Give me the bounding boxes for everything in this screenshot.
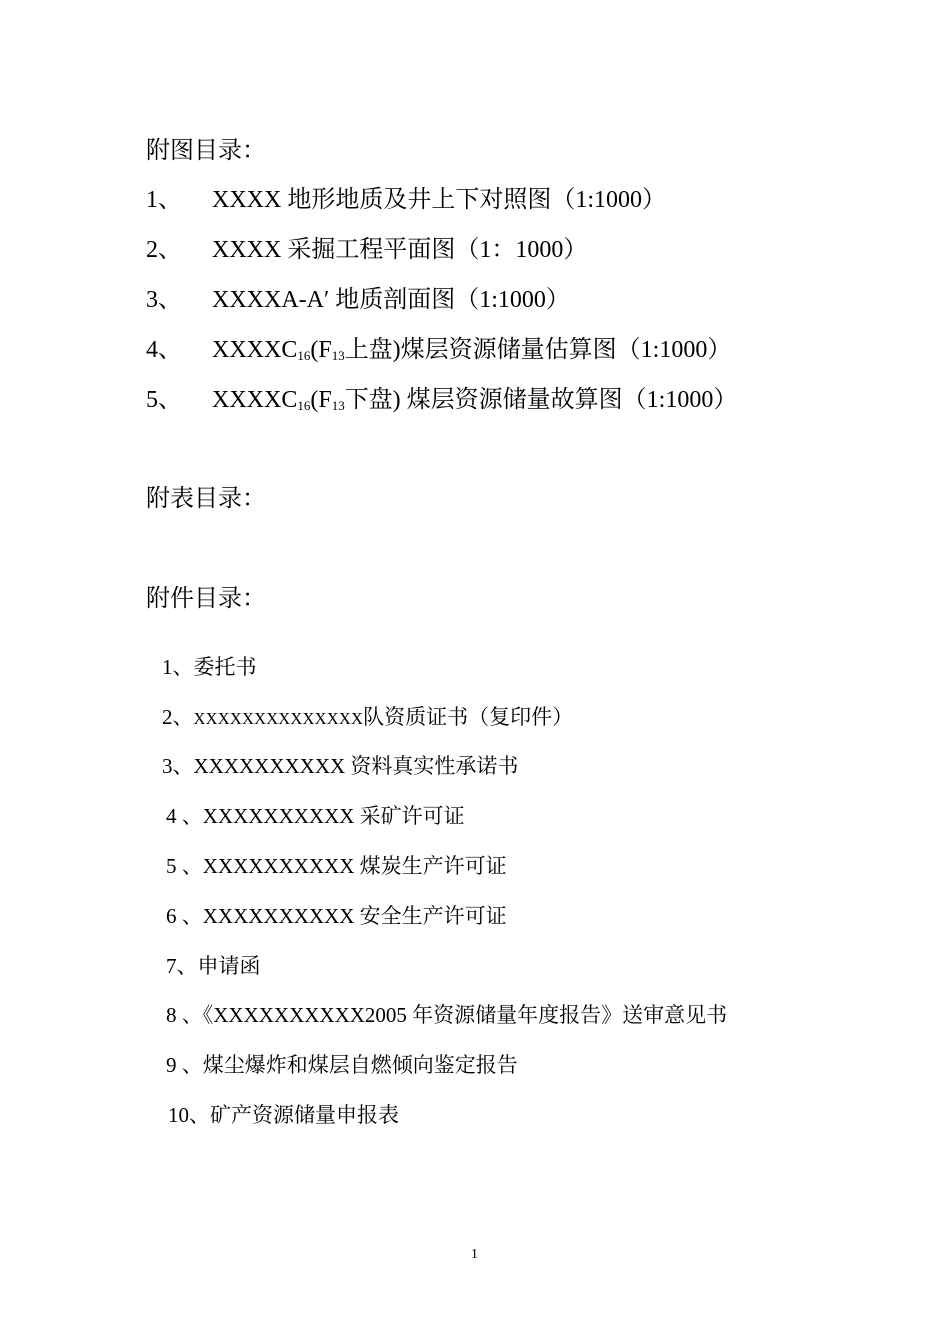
figure-item-text: XXXX 采掘工程平面图（1：1000） — [212, 237, 588, 263]
attachment-item-1: 1、委托书 — [162, 655, 257, 679]
attachments-heading: 附件目录： — [146, 586, 266, 612]
attachment-item-5: 5 、XXXXXXXXXX 煤炭生产许可证 — [166, 854, 507, 878]
figure-item-text: XXXXA-A′ 地质剖面图（1:1000） — [212, 287, 570, 313]
figure-item-text — [212, 338, 731, 362]
attachment-item-10: 10、矿产资源储量申报表 — [168, 1103, 399, 1127]
figure-item-number: 4、 — [146, 337, 182, 363]
figure-text-part: (F — [310, 337, 332, 363]
figure-text-part: (F — [310, 387, 332, 413]
attachment-text-part: XXXXXXXXXXXXXX — [193, 709, 364, 728]
figure-item-number: 1、 — [146, 187, 182, 213]
figure-text-part: 下盘) 煤层资源储量故算图（1:1000） — [344, 387, 738, 413]
page-number: 1 — [471, 1247, 478, 1262]
subscript: 13 — [331, 348, 345, 363]
tables-heading: 附表目录： — [146, 486, 266, 512]
attachment-item-3: 3、XXXXXXXXXX 资料真实性承诺书 — [162, 754, 519, 778]
figure-text-part: XXXXC — [212, 387, 298, 413]
figures-heading: 附图目录： — [146, 138, 266, 164]
figure-item-text — [212, 388, 737, 412]
figure-text-part: 上盘)煤层资源储量估算图（1:1000） — [344, 337, 732, 363]
attachment-item-2 — [162, 707, 573, 728]
figure-item-number: 3、 — [146, 287, 182, 313]
subscript: 16 — [297, 398, 311, 413]
figure-text-part: XXXXC — [212, 337, 298, 363]
attachment-text-part: 队资质证书（复印件） — [363, 705, 574, 729]
attachment-text-part: 2、 — [162, 705, 194, 729]
figure-item-number: 5、 — [146, 387, 182, 413]
figure-item-text: XXXX 地形地质及井上下对照图（1:1000） — [212, 187, 666, 213]
attachment-item-8: 8 、《XXXXXXXXXX2005 年资源储量年度报告》送审意见书 — [166, 1003, 728, 1027]
subscript: 16 — [297, 348, 311, 363]
attachment-item-6: 6 、XXXXXXXXXX 安全生产许可证 — [166, 904, 507, 928]
figure-item-number: 2、 — [146, 237, 182, 263]
attachment-item-7: 7、申请函 — [166, 954, 261, 978]
subscript: 13 — [331, 398, 345, 413]
attachment-item-4: 4 、XXXXXXXXXX 采矿许可证 — [166, 804, 465, 828]
attachment-item-9: 9 、煤尘爆炸和煤层自燃倾向鉴定报告 — [166, 1053, 518, 1077]
